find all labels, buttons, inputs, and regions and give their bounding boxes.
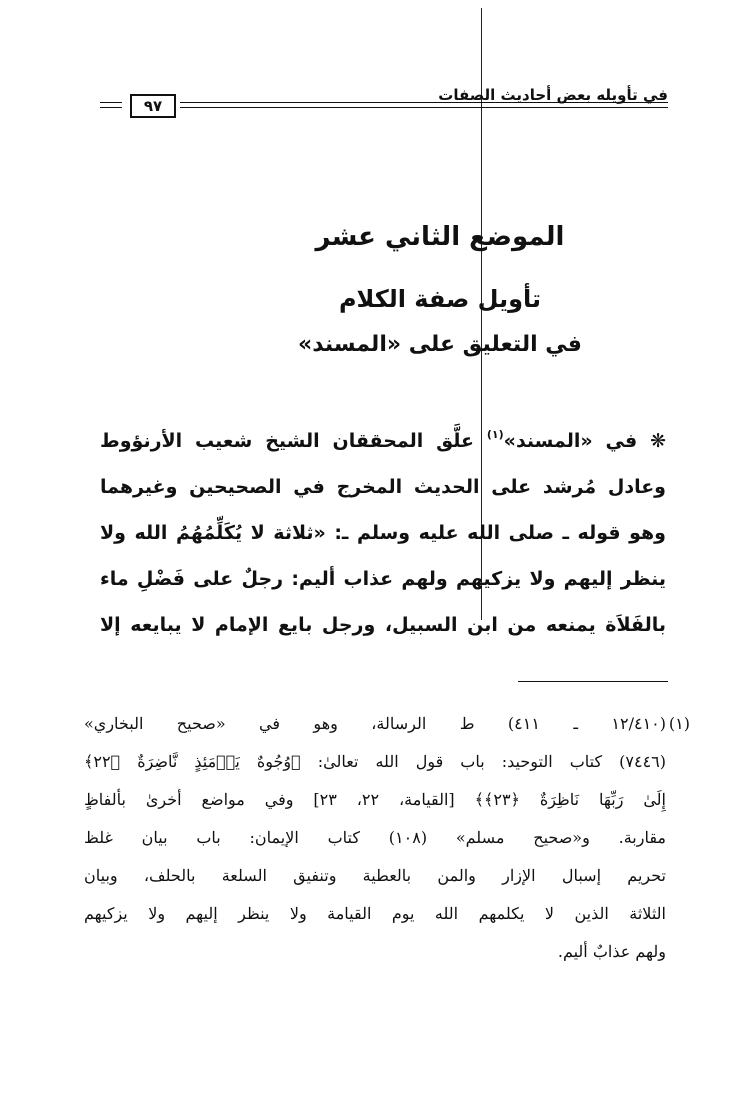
body-line: وعادل مُرشد على الحديث المخرج في الصحيحين وغيرهما [100,476,666,498]
section-subheading-secondary: في التعليق على «المسند» [298,332,582,357]
footnote [84,705,690,971]
footnote-line: الثلاثة الذين لا يكلمهم الله يوم القيامة ولا ينظر إليهم ولا يزكيهم [84,904,666,923]
section-heading: الموضع الثاني عشر [315,222,565,252]
section-subheading: تأويل صفة الكلام [338,285,542,313]
footnote-line: مقاربة. و«صحيح مسلم» (١٠٨) كتاب الإيمان: باب بيان غلظ [84,828,667,847]
body-text-segment: علَّق المحققان الشيخ شعيب الأرنؤوط [100,430,487,452]
body-line [100,418,666,464]
header-rule-long-top [180,102,668,103]
body-text-segment: ❋ في «المسند» [503,430,666,452]
body-line: ينظر إليهم ولا يزكيهم ولهم عذاب أليم: رجلٌ على فَضْلِ ماء [100,568,666,590]
footnote-reference: (١) [486,428,504,441]
footnote-line: إِلَىٰ رَبِّهَا نَاظِرَةٌ ﴿٢٣﴾﴾ [القيامة، ٢٢، ٢٣] وفي مواضع أخرىٰ بألفاظٍ [84,790,666,809]
body-paragraph [100,418,666,648]
header-rule [100,98,668,120]
footnote-line: (١٢/٤١٠ ـ ٤١١) ط الرسالة، وهو في «صحيح البخاري» [84,714,667,733]
footnote-line: تحريم إسبال الإزار والمن بالعطية وتنفيق السلعة بالحلف، وبيان [84,866,666,885]
footnote-line: ولهم عذابٌ أليم. [557,942,666,961]
footnote-line: (٧٤٤٦) كتاب التوحيد: باب قول الله تعالىٰ: ﴿وُجُوهٌ يَوۡمَئِذٍ نَّاضِرَةٌ ﴿٢٢﴾ [84,752,666,771]
header-rule-short-top [100,102,122,103]
body-line: بالفَلاَة يمنعه من ابن السبيل، ورجل بايع الإمام لا يبايعه إلا [100,614,666,636]
body-line: وهو قوله ـ صلى الله عليه وسلم ـ: «ثلاثة لا يُكَلِّمُهُمُ الله ولا [100,522,666,544]
footnote-separator [518,681,668,682]
header-rule-short-bottom [100,107,122,108]
header-rule-long-bottom [180,107,668,108]
running-title: في تأويله بعض أحاديث الصفات [438,86,668,104]
footnote-number: (١) [668,714,690,733]
page-number: ٩٧ [130,94,176,118]
